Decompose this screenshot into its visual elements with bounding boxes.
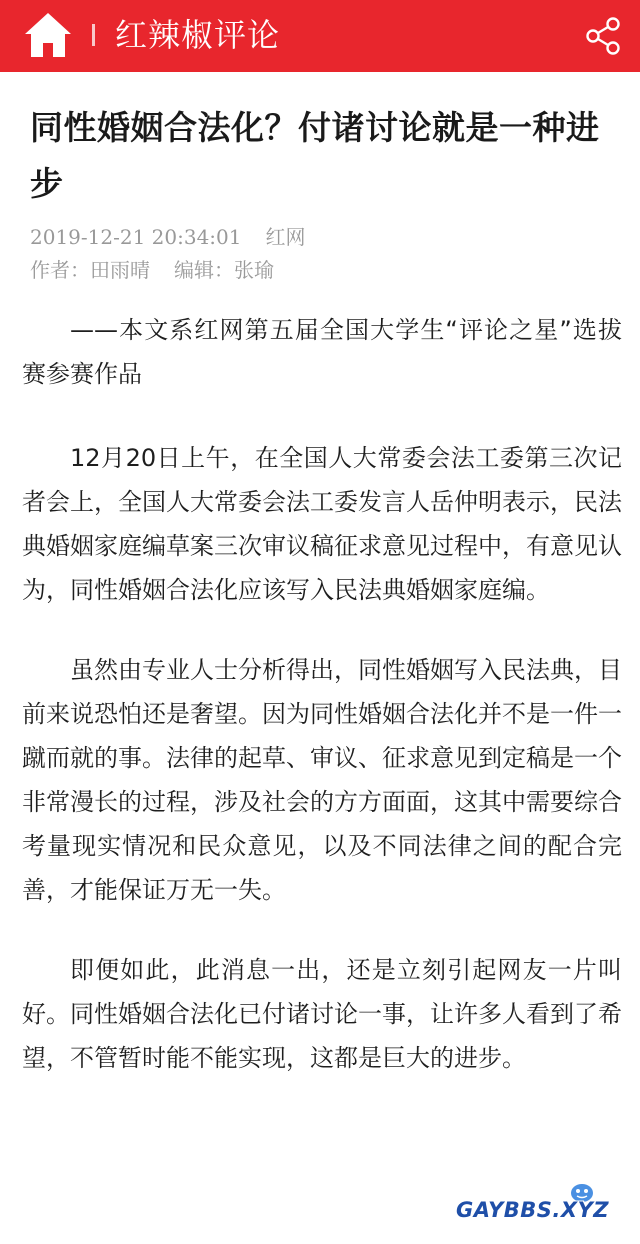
- article-editor: 编辑：张瑜: [174, 258, 274, 282]
- watermark-text: GAYBBS.XYZ: [456, 1198, 610, 1222]
- article-body: [22, 308, 622, 1116]
- article-title: 同性婚姻合法化？付诸讨论就是一种进步: [30, 108, 600, 203]
- publish-datetime: 2019-12-21 20:34:01: [30, 225, 242, 249]
- home-icon: [22, 10, 74, 60]
- article-paragraph: ——本文系红网第五届全国大学生“评论之星”选拔赛参赛作品: [22, 316, 622, 388]
- article-meta-date-source: [30, 223, 306, 251]
- article-author: 作者：田雨晴: [30, 258, 150, 282]
- share-icon: [583, 16, 623, 56]
- top-bar: [0, 0, 640, 72]
- share-button[interactable]: [583, 16, 623, 56]
- article-paragraph: 即便如此，此消息一出，还是立刻引起网友一片叫好。同性婚姻合法化已付诸讨论一事，让许多人看到了希望，不管暂时能不能实现，这都是巨大的进步。: [22, 956, 622, 1072]
- header-divider: [92, 24, 95, 46]
- article-paragraph: 虽然由专业人士分析得出，同性婚姻写入民法典，目前来说恐怕还是奢望。因为同性婚姻合法化并不是一件一蹴而就的事。法律的起草、审议、征求意见到定稿是一个非常漫长的过程，涉及社会的方方面面，这其中需要综合考量现实情况和民众意见，以及不同法律之间的配合完善，才能保证万无一失。: [22, 656, 622, 904]
- watermark: [450, 1180, 635, 1232]
- home-button[interactable]: [22, 10, 74, 60]
- channel-title: 红辣椒评论: [115, 16, 281, 54]
- article-paragraph: 12月20日上午，在全国人大常委会法工委第三次记者会上，全国人大常委会法工委发言人岳仲明表示，民法典婚姻家庭编草案三次审议稿征求意见过程中，有意见认为，同性婚姻合法化应该写入民法典婚姻家庭编。: [22, 444, 622, 604]
- article-meta-credits: [30, 256, 274, 284]
- article-source: 红网: [265, 225, 306, 249]
